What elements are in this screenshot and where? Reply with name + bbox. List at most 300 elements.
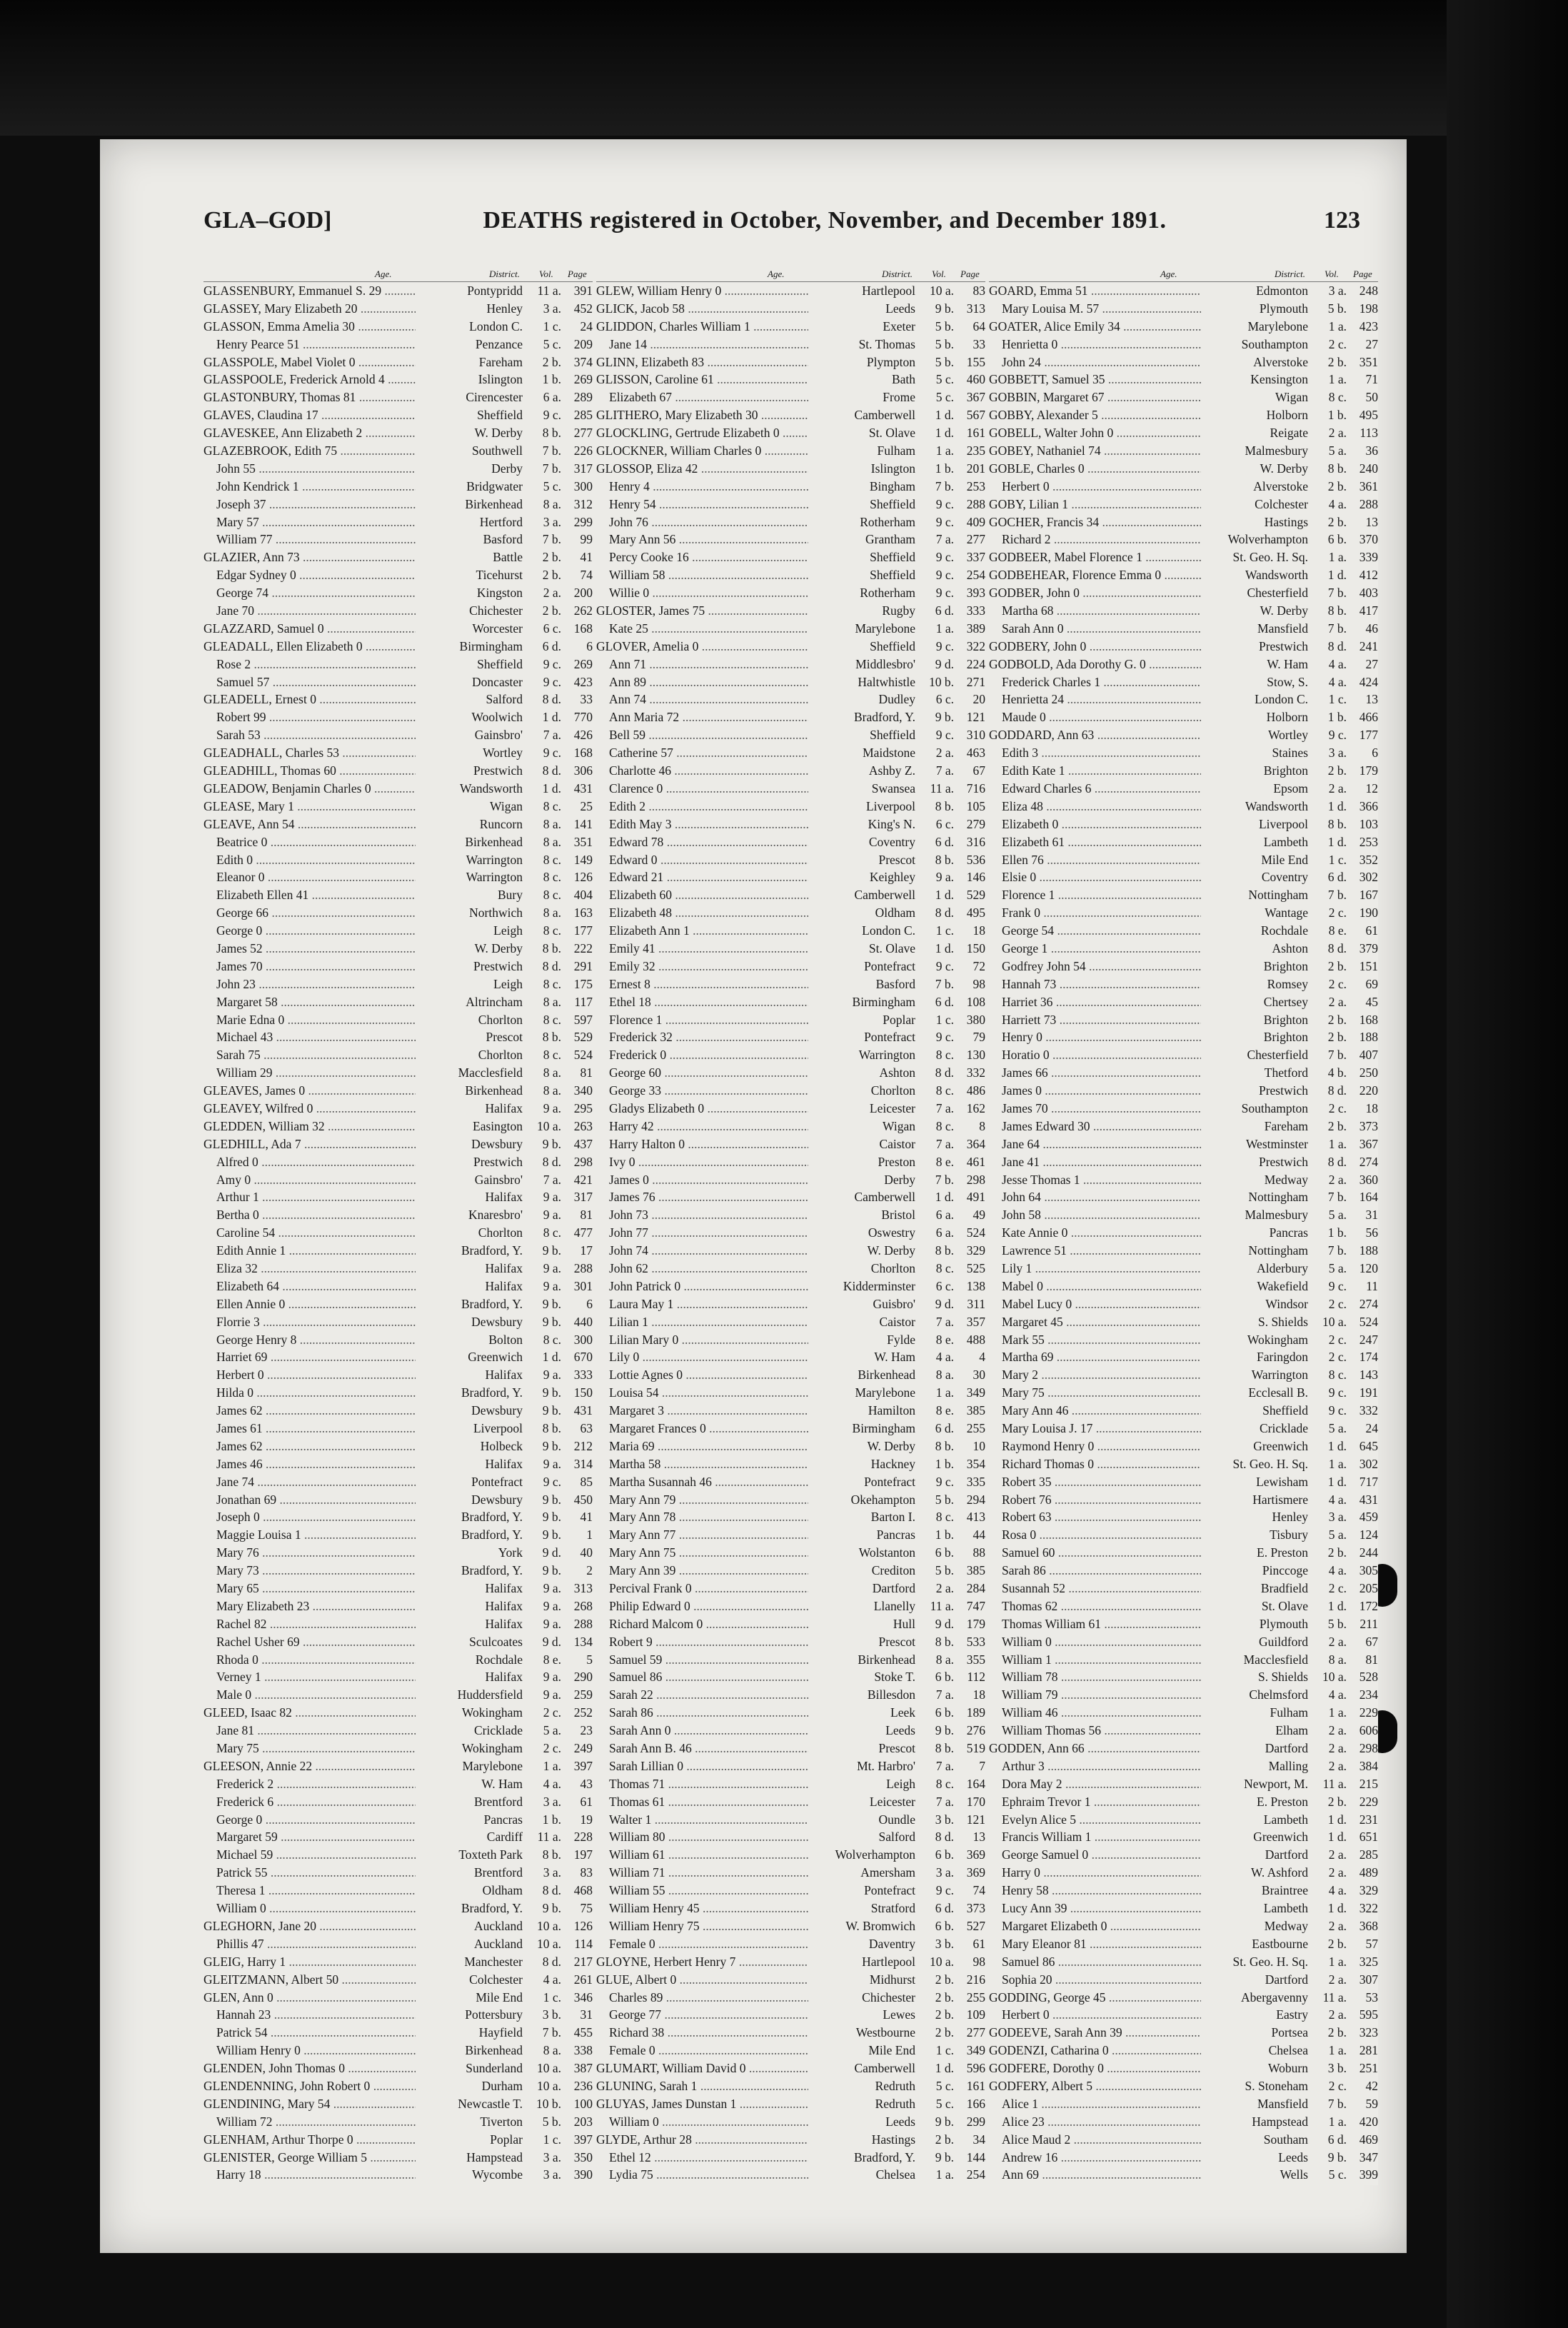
entry-page: 197 xyxy=(561,1846,593,1864)
entry-page: 387 xyxy=(561,2059,593,2077)
entry-row xyxy=(596,1740,985,1757)
entry-volume: 8 d. xyxy=(526,1153,561,1171)
entry-row xyxy=(596,584,985,602)
entry-district: Lambeth xyxy=(1201,1811,1311,1829)
entry-district: Fulham xyxy=(808,442,918,460)
entry-row xyxy=(596,1633,985,1651)
entry-name: GODEEVE, Sarah Ann 39 ..... xyxy=(989,2024,1201,2042)
entry-page: 351 xyxy=(1347,353,1378,371)
entry-district: Sunderland xyxy=(416,2059,526,2077)
entry-row xyxy=(596,406,985,424)
entry-row xyxy=(203,2006,593,2024)
entry-name: William 29 ..... xyxy=(203,1064,416,1082)
entry-name: Robert 63 ..... xyxy=(989,1508,1201,1526)
entry-volume: 8 c. xyxy=(918,1082,954,1100)
entry-district: Fulham xyxy=(1201,1704,1311,1722)
entry-row xyxy=(596,1064,985,1082)
entry-district: Marylebone xyxy=(808,620,918,638)
entry-row xyxy=(989,1224,1378,1242)
entry-name: GLASTONBURY, Thomas 81 ..... xyxy=(203,388,416,406)
entry-page xyxy=(561,2184,593,2185)
entry-district: Halifax xyxy=(416,1668,526,1686)
entry-district: Hartlepool xyxy=(808,282,918,300)
entry-row xyxy=(596,1668,985,1686)
entry-page: 191 xyxy=(1347,1384,1378,1402)
entry-district: Fareham xyxy=(416,353,526,371)
entry-volume: 8 c. xyxy=(918,1046,954,1064)
entry-row xyxy=(989,904,1378,922)
entry-page: 274 xyxy=(1347,1295,1378,1313)
entry-page: 162 xyxy=(954,1100,985,1118)
entry-district: Plymouth xyxy=(1201,300,1311,318)
entry-name: Mabel Lucy 0 ..... xyxy=(989,1295,1201,1313)
entry-page: 81 xyxy=(561,1206,593,1224)
entry-name: James 0 ..... xyxy=(596,1171,808,1189)
entry-volume: 5 b. xyxy=(1311,300,1347,318)
entry-row xyxy=(203,460,593,478)
entry-volume: 6 b. xyxy=(1311,531,1347,548)
entry-name: GLEASE, Mary 1 ..... xyxy=(203,798,416,816)
entry-row xyxy=(203,1438,593,1455)
entry-row xyxy=(203,1811,593,1829)
entry-row xyxy=(596,1384,985,1402)
entry-name: GLOCKNER, William Charles 0 ..... xyxy=(596,442,808,460)
entry-row xyxy=(203,353,593,371)
entry-district: Chorlton xyxy=(416,1224,526,1242)
entry-district: Brentford xyxy=(416,1864,526,1882)
entry-name: George 54 ..... xyxy=(989,922,1201,940)
entry-row xyxy=(596,2042,985,2059)
entry-name: Martha Susannah 46 ..... xyxy=(596,1473,808,1491)
entry-volume: 7 a. xyxy=(918,1100,954,1118)
entry-volume: 1 a. xyxy=(1311,1135,1347,1153)
entry-volume: 3 a. xyxy=(526,1793,561,1811)
entry-name: GLEESON, Annie 22 ..... xyxy=(203,1757,416,1775)
entry-row xyxy=(203,1828,593,1846)
entry-page: 524 xyxy=(954,1224,985,1242)
entry-district: Cardiff xyxy=(416,1828,526,1846)
entry-page: 277 xyxy=(954,2024,985,2042)
entry-page: 105 xyxy=(954,798,985,816)
entry-district: Marylebone xyxy=(416,1757,526,1775)
entry-name: Mary Ann 46 ..... xyxy=(989,1402,1201,1420)
entry-district: Exeter xyxy=(808,318,918,336)
entry-row xyxy=(596,851,985,869)
entry-volume: 2 c. xyxy=(1311,336,1347,353)
entry-page: 370 xyxy=(1347,531,1378,548)
entry-name: GOBBY, Alexander 5 ..... xyxy=(989,406,1201,424)
entry-district: Bradford, Y. xyxy=(416,1526,526,1544)
entry-row xyxy=(989,1651,1378,1669)
entry-page: 385 xyxy=(954,1402,985,1420)
entry-page: 477 xyxy=(561,1224,593,1242)
entry-volume: 5 a. xyxy=(1311,1526,1347,1544)
entry-row xyxy=(203,513,593,531)
entry-page: 244 xyxy=(1347,1544,1378,1562)
entry-page: 298 xyxy=(1347,1740,1378,1757)
entry-name: GLYDE, Arthur 28 ..... xyxy=(596,2131,808,2149)
entry-name: Lily 0 ..... xyxy=(596,1348,808,1366)
entry-volume: 5 c. xyxy=(1311,2166,1347,2184)
entry-row xyxy=(203,318,593,336)
entry-district: Kidderminster xyxy=(808,1278,918,1295)
entry-name: Henrietta 0 ..... xyxy=(989,336,1201,353)
entry-name: Martha 69 ..... xyxy=(989,1348,1201,1366)
entry-district: Alverstoke xyxy=(1201,353,1311,371)
entry-page: 459 xyxy=(1347,1508,1378,1526)
entry-district: Knaresbro' xyxy=(416,1206,526,1224)
entry-name: Margaret 45 ..... xyxy=(989,1313,1201,1331)
entry-row xyxy=(596,2006,985,2024)
entry-district: Rochdale xyxy=(1201,922,1311,940)
entry-page: 301 xyxy=(561,1278,593,1295)
entry-volume: 1 d. xyxy=(918,406,954,424)
entry-name: GODDEN, Ann 66 ..... xyxy=(989,1740,1201,1757)
entry-page: 261 xyxy=(561,1971,593,1989)
entry-row xyxy=(203,1064,593,1082)
entry-district: Southampton xyxy=(1201,336,1311,353)
entry-row xyxy=(989,1526,1378,1544)
entry-name: Maude 0 ..... xyxy=(989,708,1201,726)
entry-volume: 8 a. xyxy=(526,904,561,922)
entry-district: Oldham xyxy=(416,1882,526,1900)
entry-page: 407 xyxy=(1347,1046,1378,1064)
entry-district: Dartford xyxy=(808,1580,918,1597)
entry-name: GLEED, Isaac 82 ..... xyxy=(203,1704,416,1722)
entry-district: St. Geo. H. Sq. xyxy=(1201,1953,1311,1971)
entry-page: 134 xyxy=(561,1633,593,1651)
entry-page: 164 xyxy=(1347,1188,1378,1206)
entry-row xyxy=(989,388,1378,406)
entry-name: Herbert 0 ..... xyxy=(203,1366,416,1384)
entry-name: Mary 75 ..... xyxy=(203,1740,416,1757)
entry-row xyxy=(203,1331,593,1349)
entry-page: 461 xyxy=(954,1153,985,1171)
entry-row xyxy=(203,2113,593,2131)
entry-row xyxy=(203,1580,593,1597)
entry-name: Herbert 0 ..... xyxy=(989,478,1201,496)
entry-name: Ephraim Trevor 1 ..... xyxy=(989,1793,1201,1811)
entry-page: 228 xyxy=(561,1828,593,1846)
entry-name: George Henry 8 ..... xyxy=(203,1331,416,1349)
entry-volume: 5 c. xyxy=(526,478,561,496)
entry-name: Margaret 58 ..... xyxy=(203,993,416,1011)
entry-volume: 2 b. xyxy=(526,602,561,620)
entry-name: William 46 ..... xyxy=(989,1704,1201,1722)
entry-volume: 7 a. xyxy=(918,1686,954,1704)
entry-district: Hackney xyxy=(808,1455,918,1473)
entry-row xyxy=(989,1278,1378,1295)
entry-name: GLASSPOOLE, Frederick Arnold 4 ..... xyxy=(203,371,416,388)
entry-page: 63 xyxy=(561,1420,593,1438)
entry-district: Lewisham xyxy=(1201,1473,1311,1491)
entry-district: Stratford xyxy=(808,1900,918,1917)
entry-name: Sarah 53 ..... xyxy=(203,726,416,744)
entry-row xyxy=(203,548,593,566)
entry-name: GLASSON, Emma Amelia 30 ..... xyxy=(203,318,416,336)
entry-row xyxy=(989,584,1378,602)
entry-page: 205 xyxy=(1347,1580,1378,1597)
entry-row xyxy=(989,282,1378,300)
entry-name: Michael 59 ..... xyxy=(203,1846,416,1864)
entry-row xyxy=(596,353,985,371)
entry-name: Beatrice 0 ..... xyxy=(203,833,416,851)
entry-name: GOBBIN, Margaret 67 ..... xyxy=(989,388,1201,406)
entry-page: 380 xyxy=(954,1011,985,1029)
entry-district: W. Ham xyxy=(1201,656,1311,673)
entry-district: Marylebone xyxy=(808,1384,918,1402)
entry-name: Rhoda 0 ..... xyxy=(203,1651,416,1669)
entry-district: Edmonton xyxy=(1201,282,1311,300)
entry-volume: 9 b. xyxy=(526,1562,561,1580)
entry-row xyxy=(989,1153,1378,1171)
entry-row xyxy=(596,1455,985,1473)
entry-row xyxy=(989,656,1378,673)
entry-district: Birmingham xyxy=(808,1420,918,1438)
entry-name: Sarah Lillian 0 ..... xyxy=(596,1757,808,1775)
entry-row xyxy=(596,318,985,336)
entry-page: 33 xyxy=(954,336,985,353)
entry-page: 240 xyxy=(1347,460,1378,478)
entry-name: Clarence 0 ..... xyxy=(596,780,808,798)
entry-name: Ann 89 ..... xyxy=(596,673,808,691)
entry-page: 174 xyxy=(1347,1348,1378,1366)
entry-row xyxy=(989,1722,1378,1740)
entry-page: 285 xyxy=(1347,1846,1378,1864)
entry-page: 298 xyxy=(954,1171,985,1189)
page-title: DEATHS registered in October, November, and December 1891. xyxy=(483,207,1167,234)
entry-row xyxy=(989,1260,1378,1278)
entry-name: Elizabeth 67 ..... xyxy=(596,388,808,406)
entry-row xyxy=(203,1971,593,1989)
entry-page: 651 xyxy=(1347,1828,1378,1846)
entry-page: 495 xyxy=(954,904,985,922)
entry-volume: 2 a. xyxy=(918,744,954,762)
entry-volume: 8 c. xyxy=(918,1775,954,1793)
entry-row xyxy=(989,1491,1378,1509)
entry-district: King's N. xyxy=(808,816,918,833)
entry-name: Lilian 1 ..... xyxy=(596,1313,808,1331)
entry-volume: 9 c. xyxy=(918,584,954,602)
entry-volume: 8 e. xyxy=(1311,922,1347,940)
entry-volume: 2 b. xyxy=(918,1989,954,2007)
entry-row xyxy=(203,1206,593,1224)
entry-name: GODFERE, Dorothy 0 ..... xyxy=(989,2059,1201,2077)
entry-district: Birkenhead xyxy=(416,496,526,513)
entry-name: Elizabeth 48 ..... xyxy=(596,904,808,922)
entry-district: Prestwich xyxy=(1201,638,1311,656)
entry-volume: 1 c. xyxy=(918,2042,954,2059)
entry-volume: 8 d. xyxy=(1311,1082,1347,1100)
entry-row xyxy=(596,2149,985,2167)
entry-volume: 1 b. xyxy=(526,1811,561,1829)
entry-page: 295 xyxy=(561,1100,593,1118)
entry-district: Crediton xyxy=(808,1562,918,1580)
entry-volume: 5 c. xyxy=(918,2095,954,2113)
entry-district: Plymouth xyxy=(1201,1615,1311,1633)
entry-name: Mary 57 ..... xyxy=(203,513,416,531)
entry-row xyxy=(203,336,593,353)
entry-row xyxy=(203,2095,593,2113)
entry-name: Willie 0 ..... xyxy=(596,584,808,602)
entry-district: Birmingham xyxy=(808,993,918,1011)
heading-district: District. xyxy=(882,269,913,279)
entry-district: Prescot xyxy=(808,1740,918,1757)
entry-page: 332 xyxy=(954,1064,985,1082)
entry-row xyxy=(203,1846,593,1864)
entry-volume: 1 d. xyxy=(1311,1597,1347,1615)
entry-row xyxy=(203,656,593,673)
entry-name: Walter 1 ..... xyxy=(596,1811,808,1829)
entry-district: Abergavenny xyxy=(1201,1989,1311,2007)
entry-district: Guildford xyxy=(1201,1633,1311,1651)
entry-district: Leicester xyxy=(808,1793,918,1811)
entry-volume: 2 b. xyxy=(1311,762,1347,780)
entry-volume: 2 b. xyxy=(526,353,561,371)
entry-page: 417 xyxy=(1347,602,1378,620)
entry-row xyxy=(596,1473,985,1491)
entry-name xyxy=(596,2184,808,2185)
entry-page: 322 xyxy=(1347,1900,1378,1917)
entry-page: 81 xyxy=(1347,1651,1378,1669)
entry-row xyxy=(203,1135,593,1153)
entry-volume: 1 a. xyxy=(1311,1455,1347,1473)
entry-volume: 8 a. xyxy=(526,1082,561,1100)
entry-page: 253 xyxy=(1347,833,1378,851)
entry-name: GLAVESKEE, Ann Elizabeth 2 ..... xyxy=(203,424,416,442)
entry-row xyxy=(596,1420,985,1438)
entry-page: 368 xyxy=(1347,1917,1378,1935)
entry-volume: 1 a. xyxy=(1311,1704,1347,1722)
entry-volume: 1 b. xyxy=(918,460,954,478)
heading-district: District. xyxy=(489,269,520,279)
entry-volume: 11 a. xyxy=(526,1828,561,1846)
entry-district: Bradford, Y. xyxy=(416,1242,526,1260)
entry-name: Edward 78 ..... xyxy=(596,833,808,851)
entry-volume: 6 b. xyxy=(918,1668,954,1686)
entry-row xyxy=(203,1224,593,1242)
entry-volume: 8 b. xyxy=(918,1242,954,1260)
entry-volume: 7 b. xyxy=(1311,886,1347,904)
entry-row xyxy=(989,958,1378,975)
entry-row xyxy=(203,1508,593,1526)
entry-volume: 9 a. xyxy=(526,1278,561,1295)
entry-page: 259 xyxy=(561,1686,593,1704)
entry-volume: 6 a. xyxy=(526,388,561,406)
entry-district: Brighton xyxy=(1201,762,1311,780)
entry-district: Wandsworth xyxy=(1201,566,1311,584)
entry-row xyxy=(989,1011,1378,1029)
entry-name: Andrew 16 ..... xyxy=(989,2149,1201,2167)
entry-page: 450 xyxy=(561,1491,593,1509)
entry-page: 71 xyxy=(1347,371,1378,388)
entry-volume: 7 b. xyxy=(526,531,561,548)
entry-volume: 5 c. xyxy=(526,336,561,353)
entry-volume: 7 b. xyxy=(1311,620,1347,638)
entry-volume: 8 b. xyxy=(526,424,561,442)
entry-row xyxy=(989,1082,1378,1100)
entry-name: John Kendrick 1 ..... xyxy=(203,478,416,496)
entry-page: 215 xyxy=(1347,1775,1378,1793)
entry-volume: 9 c. xyxy=(918,638,954,656)
entry-volume: 7 a. xyxy=(918,1135,954,1153)
entry-name: GLENISTER, George William 5 ..... xyxy=(203,2149,416,2167)
entry-name: GODBOLD, Ada Dorothy G. 0 ..... xyxy=(989,656,1201,673)
entry-name: William Henry 45 ..... xyxy=(596,1900,808,1917)
entry-row xyxy=(203,2024,593,2042)
entry-name: Thomas 62 ..... xyxy=(989,1597,1201,1615)
entry-volume: 10 a. xyxy=(526,1118,561,1135)
entry-name: Florrie 3 ..... xyxy=(203,1313,416,1331)
entry-district: Worcester xyxy=(416,620,526,638)
entry-name: Rachel Usher 69 ..... xyxy=(203,1633,416,1651)
entry-volume: 2 a. xyxy=(1311,1722,1347,1740)
entry-page: 314 xyxy=(561,1455,593,1473)
entry-district: Halifax xyxy=(416,1615,526,1633)
entry-row xyxy=(203,1188,593,1206)
entry-district: W. Derby xyxy=(1201,602,1311,620)
entry-volume: 9 c. xyxy=(526,656,561,673)
entry-district: Oldham xyxy=(808,904,918,922)
entry-volume: 6 b. xyxy=(918,1846,954,1864)
entry-row xyxy=(203,2184,593,2185)
entry-page: 274 xyxy=(1347,1153,1378,1171)
entry-page: 117 xyxy=(561,993,593,1011)
entry-name: Theresa 1 ..... xyxy=(203,1882,416,1900)
entry-volume: 4 a. xyxy=(1311,673,1347,691)
entry-name: James 52 ..... xyxy=(203,940,416,958)
entry-district: Tisbury xyxy=(1201,1526,1311,1544)
entry-volume: 2 b. xyxy=(918,2024,954,2042)
entry-row xyxy=(989,1971,1378,1989)
entry-row xyxy=(989,1100,1378,1118)
entry-page: 46 xyxy=(1347,620,1378,638)
entry-page: 31 xyxy=(561,2006,593,2024)
entry-district xyxy=(808,2184,918,2185)
entry-volume: 6 d. xyxy=(1311,2131,1347,2149)
entry-volume: 7 b. xyxy=(1311,584,1347,602)
entry-district: Poplar xyxy=(808,1011,918,1029)
entry-page: 150 xyxy=(954,940,985,958)
column-headings xyxy=(989,264,1378,282)
entry-volume: 9 a. xyxy=(526,1206,561,1224)
entry-row xyxy=(989,726,1378,744)
entry-name: Male 0 ..... xyxy=(203,1686,416,1704)
entry-row xyxy=(596,336,985,353)
entry-volume: 1 a. xyxy=(1311,1953,1347,1971)
entry-volume: 8 a. xyxy=(1311,1651,1347,1669)
entry-volume: 2 b. xyxy=(526,548,561,566)
entry-page: 229 xyxy=(1347,1704,1378,1722)
entry-row xyxy=(989,673,1378,691)
entry-name: Lilian Mary 0 ..... xyxy=(596,1331,808,1349)
entry-volume: 6 d. xyxy=(1311,868,1347,886)
entry-row xyxy=(596,1775,985,1793)
entry-page: 226 xyxy=(561,442,593,460)
entry-page: 397 xyxy=(561,2131,593,2149)
entry-volume: 6 a. xyxy=(918,1224,954,1242)
entry-page: 13 xyxy=(1347,691,1378,708)
entry-name: Jesse Thomas 1 ..... xyxy=(989,1171,1201,1189)
entry-page: 150 xyxy=(561,1384,593,1402)
entry-volume: 2 c. xyxy=(1311,975,1347,993)
entry-name: Francis William 1 ..... xyxy=(989,1828,1201,1846)
entry-page: 323 xyxy=(1347,2024,1378,2042)
entry-row xyxy=(203,1722,593,1740)
entry-name: George 77 ..... xyxy=(596,2006,808,2024)
entry-district: Lambeth xyxy=(1201,1900,1311,1917)
entry-volume: 8 c. xyxy=(1311,1366,1347,1384)
